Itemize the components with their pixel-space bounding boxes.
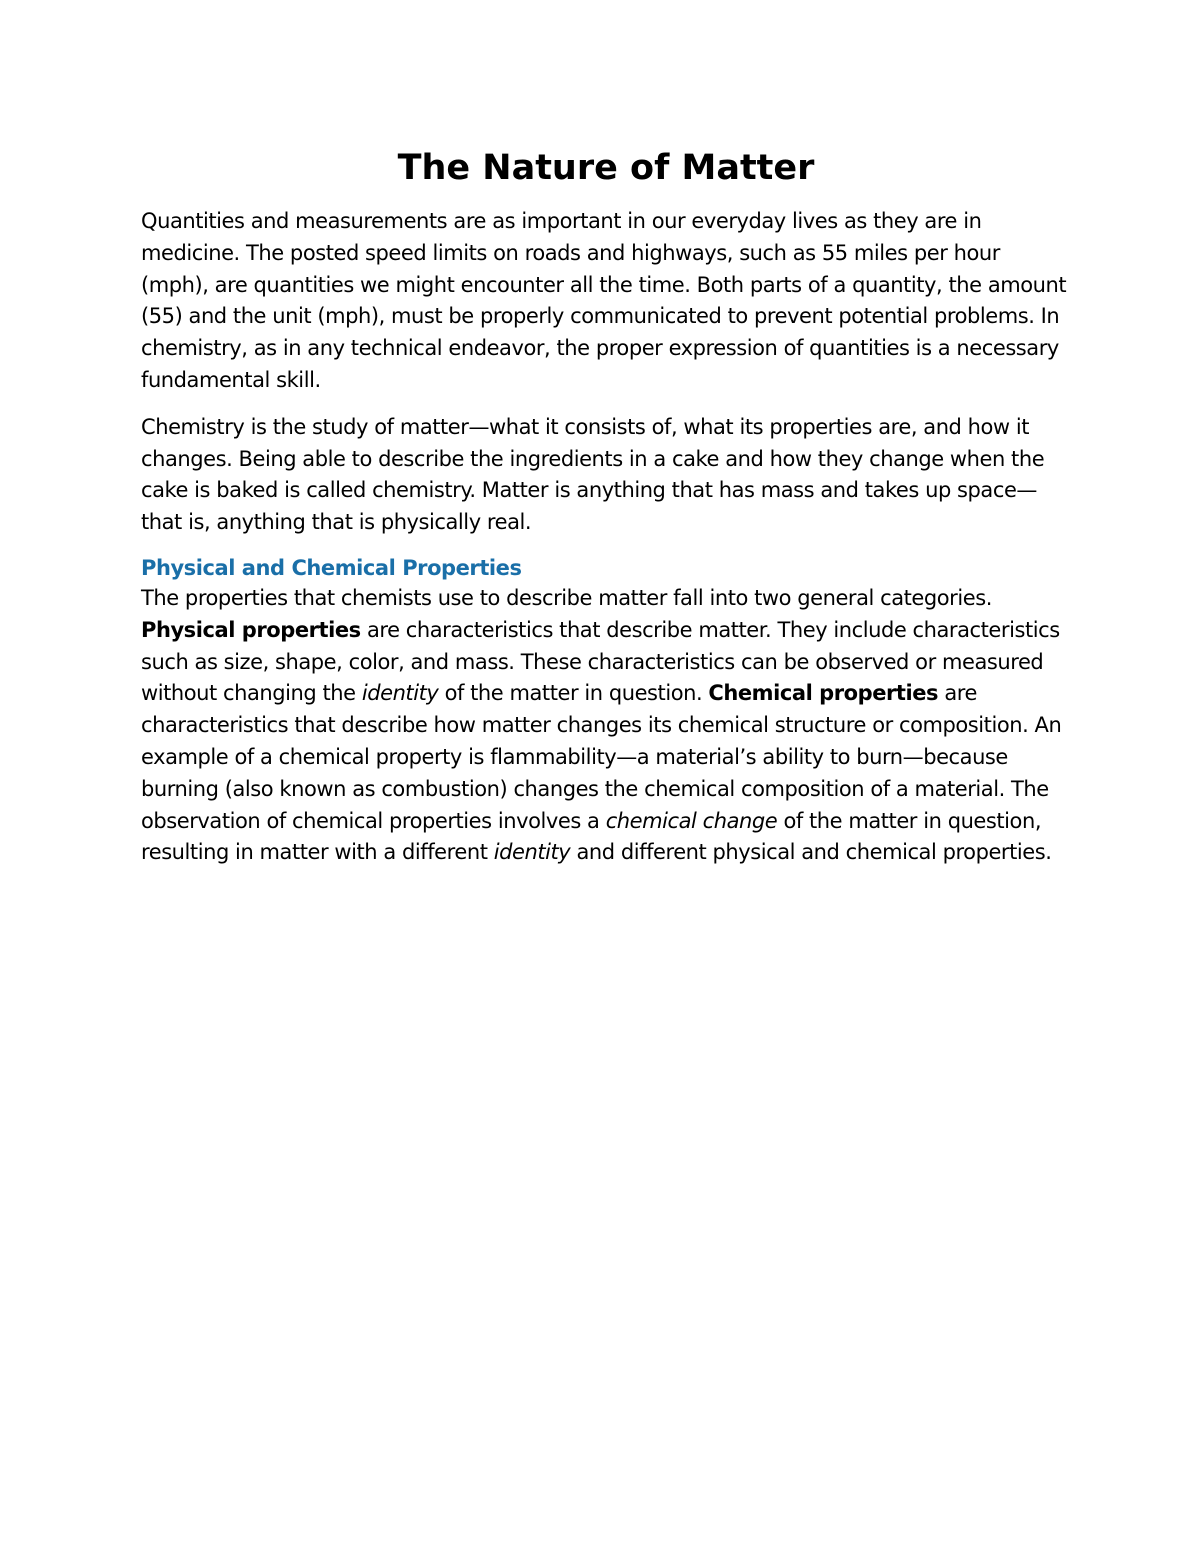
chemical-change-text: of the matter in question, resulting in matter with a different bbox=[141, 808, 1042, 865]
document-page bbox=[141, 140, 1071, 869]
properties-intro: The properties that chemists use to describe matter fall into two general categories. bbox=[141, 585, 992, 610]
section-heading: Physical and Chemical Properties bbox=[141, 555, 522, 580]
identity-term-2: identity bbox=[493, 840, 571, 865]
properties-closing-text: and different physical and chemical properties. bbox=[570, 840, 1052, 865]
chemical-change-term: chemical change bbox=[605, 808, 778, 833]
physical-properties-term: Physical properties bbox=[141, 617, 361, 642]
paragraph-quantities: Quantities and measurements are as important in our everyday lives as they are in medicine. The posted speed limits on roads and highways, such as 55 miles per hour (mph), are quantities we might encounter all the time. Both parts of a quantity, the amount (55) and the unit (mph), must be properly communicated to prevent potential problems. In chemistry, as in any technical endeavor, the proper expression of quantities is a necessary fundamental skill. bbox=[141, 209, 1067, 392]
physical-properties-text-end: of the matter in question. bbox=[438, 681, 709, 706]
physical-properties-text: are characteristics that describe matter. They include characteristics such as size, shape, color, and mass. These characteristics can be observed or measured without changing the bbox=[141, 617, 1060, 706]
chemical-properties-term: Chemical properties bbox=[708, 681, 939, 706]
identity-term: identity bbox=[361, 681, 439, 706]
chemical-properties-text: are characteristics that describe how matter changes its chemical structure or composition. An example of a chemical property is flammability—a material’s ability to burn—because burning (also known as combustion) changes the chemical composition of a material. The observation of chemical properties involves a bbox=[141, 681, 1062, 833]
paragraph-chemistry: Chemistry is the study of matter—what it consists of, what its properties are, and how it changes. Being able to describe the ingredients in a cake and how they change when the cake is baked is called chemistry. Matter is anything that has mass and takes up space—that is, anything that is physically real. bbox=[141, 414, 1045, 535]
page-title: The Nature of Matter bbox=[397, 148, 815, 188]
paragraph-properties bbox=[141, 583, 1071, 869]
